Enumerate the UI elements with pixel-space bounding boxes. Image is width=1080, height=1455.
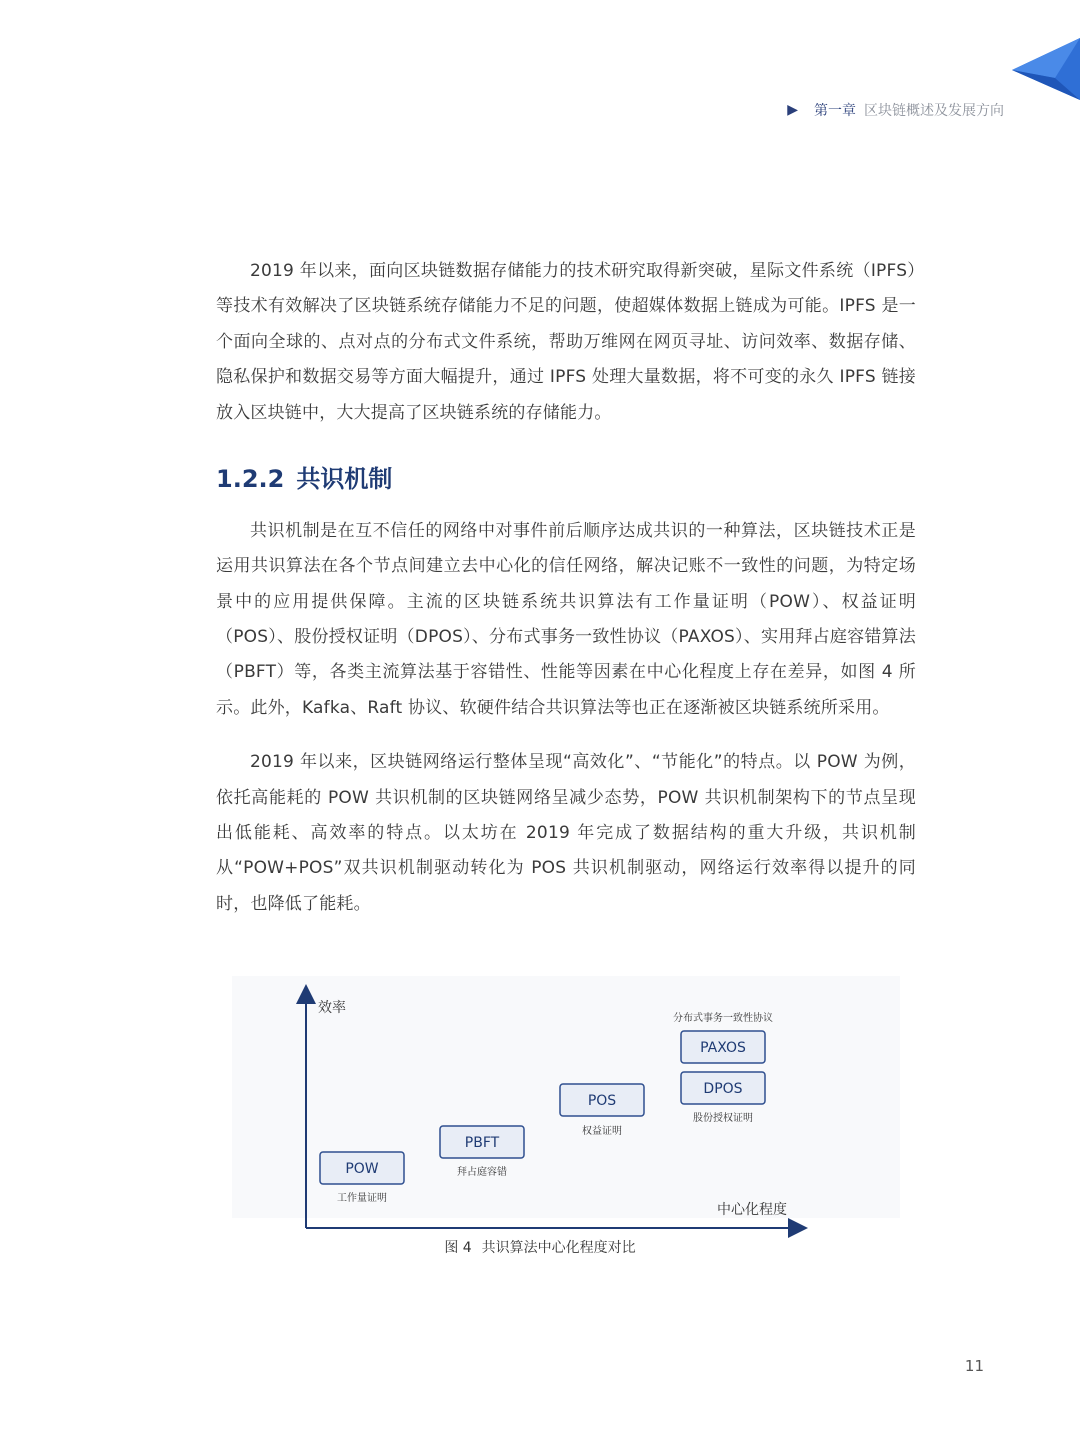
paragraph-consensus-trend: 2019 年以来，区块链网络运行整体呈现“高效化”、“节能化”的特点。以 POW 为例，依托高能耗的 POW 共识机制的区块链网络呈减少态势，POW 共识机制架构下的节点呈现出低能耗、高效率的特点。以太坊在 2019 年完成了数据结构的重大升级，共识机制从“POW+POS”双共识机制驱动转化为 POS 共识机制驱动，网络运行效率得以提升的同时，也降低了能耗。 [216, 752, 916, 914]
figure-caption-number: 图 4 [444, 1240, 472, 1256]
node-pow-desc: 工作量证明 [337, 1193, 387, 1204]
y-axis-label: 效率 [318, 1000, 346, 1016]
node-pbft [440, 1126, 524, 1178]
page-number: 11 [964, 1357, 984, 1375]
header-chapter-title: 区块链概述及发展方向 [864, 103, 1004, 119]
node-pos [560, 1084, 644, 1137]
paragraph-consensus-intro: 共识机制是在互不信任的网络中对事件前后顺序达成共识的一种算法，区块链技术正是运用共识算法在各个节点间建立去中心化的信任网络，解决记账不一致性的问题，为特定场景中的应用提供保障。主流的区块链系统共识算法有工作量证明（POW）、权益证明（POS）、股份授权证明（DPOS）、分布式事务一致性协议（PAXOS）、实用拜占庭容错算法（PBFT）等，各类主流算法基于容错性、性能等因素在中心化程度上存在差异，如图 4 所示。此外，Kafka、Raft 协议、软硬件结合共识算法等也正在逐渐被区块链系统所采用。 [216, 520, 916, 718]
node-paxos-label: PAXOS [700, 1040, 746, 1056]
corner-decoration [1000, 38, 1080, 100]
node-pbft-label: PBFT [464, 1135, 500, 1151]
paragraph-ipfs: 2019 年以来，面向区块链数据存储能力的技术研究取得新突破，星际文件系统（IPFS）等技术有效解决了区块链系统存储能力不足的问题，使超媒体数据上链成为可能。IPFS 是一个面向全球的、点对点的分布式文件系统，帮助万维网在网页寻址、访问效率、数据存储、隐私保护和数据交易等方面大幅提升，通过 IPFS 处理大量数据，将不可变的永久 IPFS 链接放入区块链中，大大提高了区块链系统的存储能力。 [216, 261, 916, 423]
node-pow [320, 1152, 404, 1204]
main-content [216, 254, 916, 922]
header-chapter: 第一章 [814, 103, 856, 119]
node-pow-label: POW [345, 1161, 379, 1177]
node-paxos [673, 1011, 773, 1063]
figure-caption [0, 1237, 1080, 1257]
node-dpos [681, 1072, 765, 1124]
node-pos-label: POS [587, 1093, 617, 1109]
section-title: 共识机制 [296, 465, 393, 494]
figure-consensus-comparison [232, 976, 900, 1218]
node-dpos-label: DPOS [703, 1081, 743, 1097]
section-heading [216, 465, 916, 494]
x-axis-label: 中心化程度 [717, 1202, 787, 1218]
section-number: 1.2.2 [216, 465, 285, 494]
node-paxos-desc: 分布式事务一致性协议 [673, 1013, 773, 1024]
node-dpos-desc: 股份授权证明 [693, 1113, 753, 1124]
running-header [787, 100, 1004, 120]
node-pos-desc: 权益证明 [582, 1126, 622, 1137]
figure-diagram [232, 976, 900, 1236]
header-arrow-icon: ▶ [787, 102, 798, 118]
figure-caption-text: 共识算法中心化程度对比 [481, 1240, 636, 1256]
node-pbft-desc: 拜占庭容错 [457, 1167, 507, 1178]
